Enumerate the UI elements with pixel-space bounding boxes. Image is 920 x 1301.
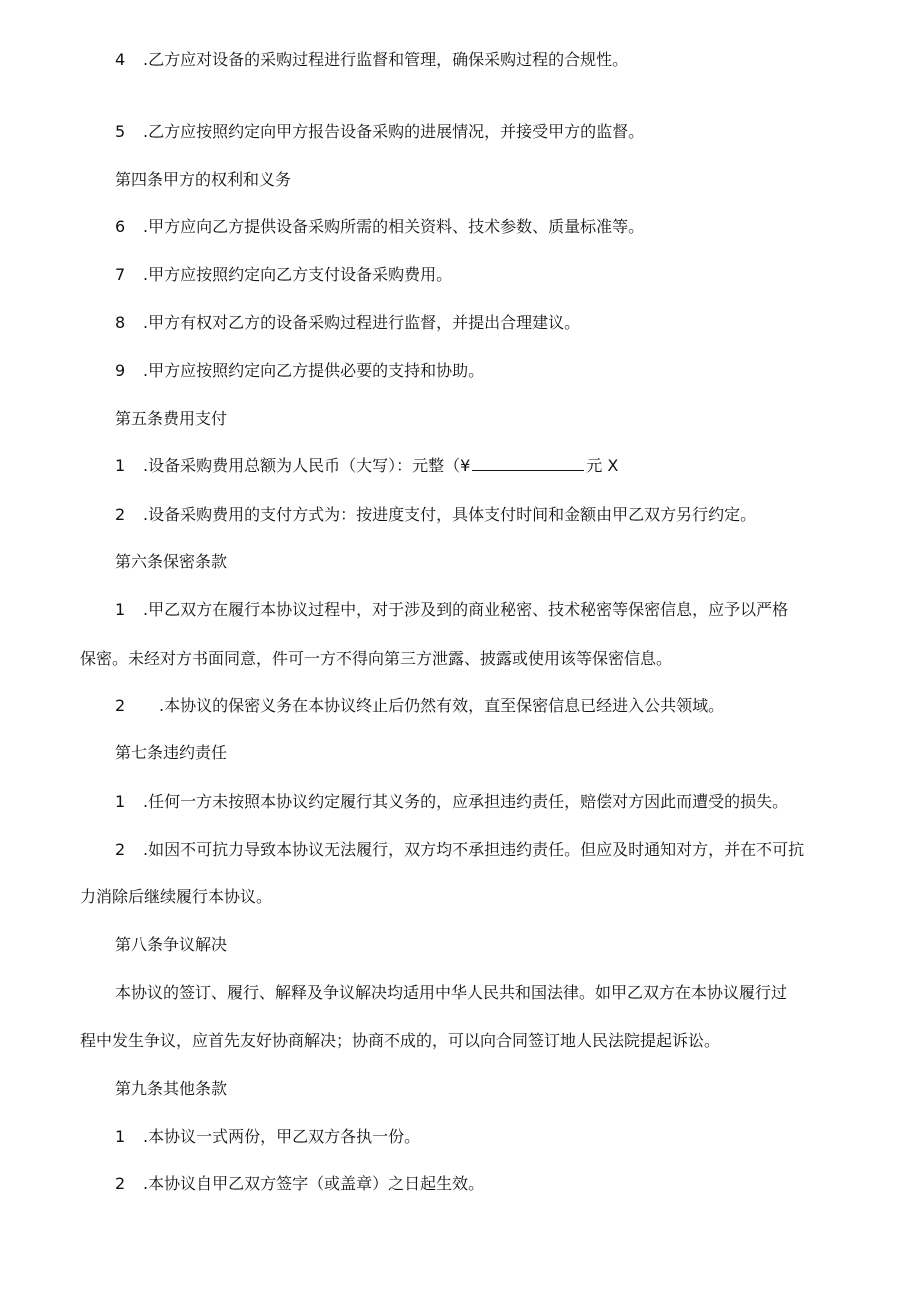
item-line <box>115 1174 484 1194</box>
item-number: 9 <box>115 361 126 380</box>
item-text: .设备采购费用的支付方式为：按进度支付，具体支付时间和金额由甲乙双方另行约定。 <box>143 505 757 524</box>
item-number: 4 <box>115 50 126 69</box>
item-text: .如因不可抗力导致本协议无法履行，双方均不承担违约责任。但应及时通知对方，并在不可抗 <box>143 840 805 859</box>
item-line <box>115 456 618 476</box>
item-number: 1 <box>115 600 126 619</box>
paragraph-continuation: 力消除后继续履行本协议。 <box>80 887 273 906</box>
item-number: 5 <box>115 122 126 141</box>
item-text-suffix: 元 X <box>586 456 619 475</box>
item-line <box>115 122 644 142</box>
item-text: .本协议自甲乙双方签字（或盖章）之日起生效。 <box>143 1174 485 1193</box>
item-text: .甲方应按照约定向乙方提供必要的支持和协助。 <box>143 361 485 380</box>
paragraph-continuation: 程中发生争议，应首先友好协商解决；协商不成的，可以向合同签订地人民法院提起诉讼。 <box>80 1031 721 1050</box>
item-line <box>115 1127 420 1147</box>
item-line <box>115 840 804 860</box>
item-text: .本协议的保密义务在本协议终止后仍然有效，直至保密信息已经进入公共领域。 <box>159 696 725 715</box>
item-number: 1 <box>115 456 126 475</box>
item-number: 1 <box>115 792 126 811</box>
item-line <box>115 696 724 716</box>
item-number: 7 <box>115 265 126 284</box>
item-line <box>115 505 756 525</box>
item-number: 2 <box>115 840 126 859</box>
item-number: 1 <box>115 1127 126 1146</box>
item-text: .乙方应对设备的采购过程进行监督和管理，确保采购过程的合规性。 <box>143 50 629 69</box>
item-text: .甲方应向乙方提供设备采购所需的相关资料、技术参数、质量标准等。 <box>143 217 645 236</box>
section-heading: 第七条违约责任 <box>115 743 228 762</box>
item-text: .甲乙双方在履行本协议过程中，对于涉及到的商业秘密、技术秘密等保密信息，应予以严格 <box>143 600 789 619</box>
section-heading: 第八条争议解决 <box>115 935 228 954</box>
item-number: 2 <box>115 505 126 524</box>
item-number: 6 <box>115 217 126 236</box>
item-text: .甲方应按照约定向乙方支付设备采购费用。 <box>143 265 453 284</box>
item-text: .甲方有权对乙方的设备采购过程进行监督，并提出合理建议。 <box>143 313 581 332</box>
item-number: 2 <box>115 696 126 715</box>
item-line <box>115 50 628 70</box>
paragraph-continuation: 保密。未经对方书面同意，件可一方不得向第三方泄露、披露或使用该等保密信息。 <box>80 649 673 668</box>
section-heading: 第六条保密条款 <box>115 552 228 571</box>
item-line <box>115 792 788 812</box>
item-text: .本协议一式两份，甲乙双方各执一份。 <box>143 1127 421 1146</box>
item-text: .任何一方未按照本协议约定履行其义务的，应承担违约责任，赔偿对方因此而遭受的损失。 <box>143 792 789 811</box>
section-heading: 第九条其他条款 <box>115 1079 228 1098</box>
item-text: .乙方应按照约定向甲方报告设备采购的进展情况，并接受甲方的监督。 <box>143 122 645 141</box>
paragraph-line: 本协议的签订、履行、解释及争议解决均适用中华人民共和国法律。如甲乙双方在本协议履行过 <box>115 983 788 1002</box>
item-line <box>115 265 452 285</box>
item-number: 8 <box>115 313 126 332</box>
section-heading: 第五条费用支付 <box>115 409 228 428</box>
amount-blank <box>472 456 584 471</box>
item-line <box>115 313 580 333</box>
section-heading: 第四条甲方的权利和义务 <box>115 170 292 189</box>
item-line <box>115 600 788 620</box>
item-text: .设备采购费用总额为人民币（大写）：元整（¥ <box>143 456 471 475</box>
item-line <box>115 361 484 381</box>
item-number: 2 <box>115 1174 126 1193</box>
item-line <box>115 217 644 237</box>
